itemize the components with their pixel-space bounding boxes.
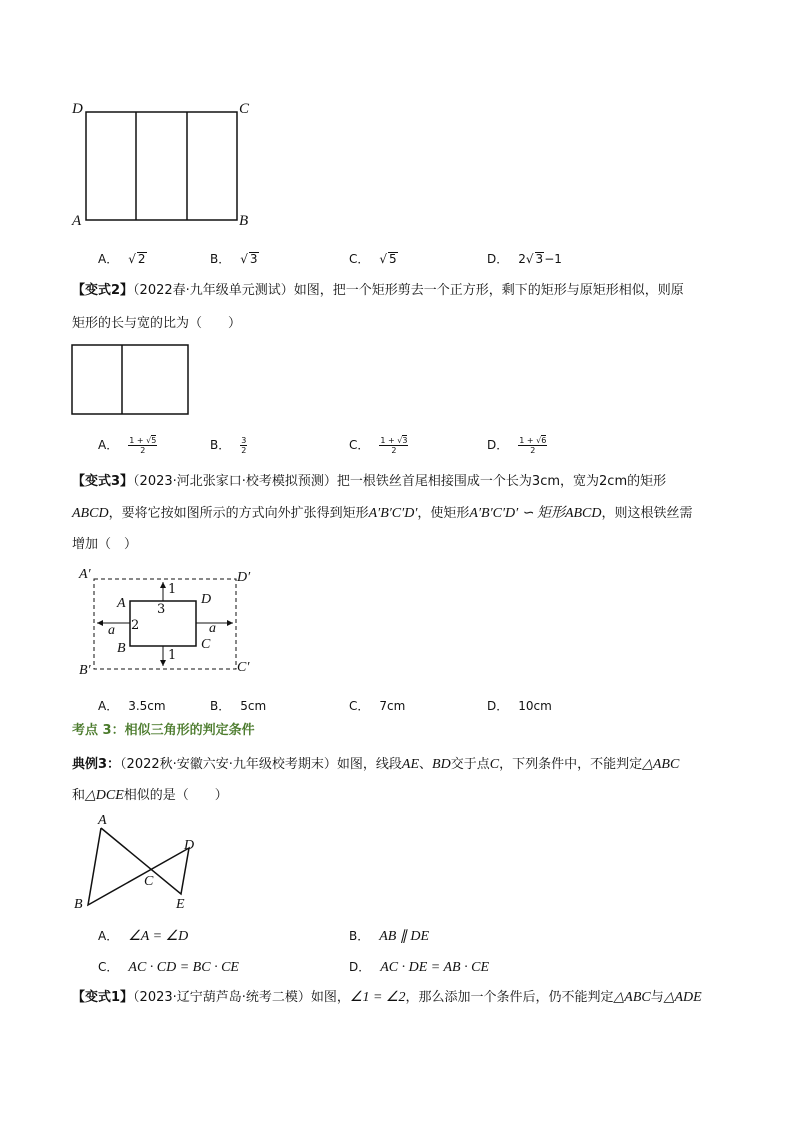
triangle-outline bbox=[88, 828, 189, 905]
question-source: （2023·河北张家口·校考模拟预测） bbox=[133, 474, 337, 489]
fig3-label-bottom-1: 1 bbox=[168, 648, 177, 663]
fig1-label-a: A bbox=[72, 213, 82, 229]
question-source: （2022春·九年级单元测试） bbox=[133, 283, 294, 298]
radicand: 3 bbox=[249, 252, 258, 266]
option-text: 10cm bbox=[518, 699, 552, 713]
math: ∠1 = ∠2 bbox=[349, 990, 406, 1005]
math: △ABC bbox=[642, 757, 680, 772]
ex3-line-2 bbox=[72, 781, 732, 811]
q3-option-a[interactable] bbox=[98, 697, 166, 714]
q1-option-a[interactable]: A． √ 2 bbox=[98, 252, 146, 266]
q3-option-c[interactable] bbox=[349, 697, 405, 714]
option-key: A． bbox=[98, 438, 119, 452]
q2-option-d[interactable] bbox=[487, 436, 547, 455]
option-key: B． bbox=[210, 438, 231, 452]
tail: −1 bbox=[544, 252, 562, 266]
text: 和 bbox=[72, 788, 86, 803]
fig4-label-c: C bbox=[144, 874, 154, 889]
math: A′B′C′D′ ∽ 矩形 bbox=[469, 506, 565, 521]
figure-crossing-triangles bbox=[70, 812, 220, 917]
text: ，则这根铁丝需 bbox=[601, 506, 693, 521]
fig3-label-a-left: a bbox=[108, 623, 115, 638]
fig3-label-b: B bbox=[117, 641, 126, 656]
option-key: B． bbox=[210, 699, 231, 713]
option-key: A． bbox=[98, 699, 119, 713]
math: C bbox=[489, 757, 500, 772]
fig3-label-a-right: a bbox=[209, 621, 216, 636]
q1-option-b[interactable]: B． √ 3 bbox=[210, 252, 258, 266]
denominator: 2 bbox=[241, 446, 247, 455]
fraction: $\frac{1 + √3}{2}$ bbox=[380, 436, 408, 455]
denominator: 2 bbox=[530, 446, 536, 455]
text: ，使矩形 bbox=[417, 506, 470, 521]
math: ABCD bbox=[564, 506, 602, 521]
option-key: A． bbox=[98, 252, 119, 266]
fig1-label-b: B bbox=[239, 213, 249, 229]
text: 交于点 bbox=[450, 757, 490, 772]
q3-line-1 bbox=[72, 467, 732, 497]
numerator: 3 bbox=[241, 436, 247, 445]
question-source: （2023·辽宁葫芦岛·统考二模） bbox=[133, 990, 311, 1005]
fig3-label-b-prime: B′ bbox=[79, 663, 91, 678]
option-text: AB ∥ DE bbox=[379, 929, 429, 944]
ex3-option-c[interactable] bbox=[98, 958, 239, 976]
fraction: $\frac{1 + √5}{2}$ bbox=[129, 436, 157, 455]
fig3-label-d-prime: D′ bbox=[237, 570, 251, 585]
fig1-label-c: C bbox=[239, 101, 250, 117]
outer-rectangle bbox=[86, 112, 237, 220]
option-key: D． bbox=[349, 960, 371, 974]
math: BD bbox=[432, 757, 451, 772]
fig3-label-a-prime: A′ bbox=[79, 567, 91, 582]
fig3-label-3: 3 bbox=[157, 602, 166, 617]
q1-option-d[interactable]: D． 2√ 3−1 bbox=[487, 252, 562, 266]
math: △DCE bbox=[85, 788, 124, 803]
outer-rectangle bbox=[72, 345, 188, 414]
question-text: 如图，把一个矩形剪去一个正方形，剩下的矩形与原矩形相似，则原 bbox=[293, 283, 684, 298]
fig3-label-c-prime: C′ bbox=[237, 660, 250, 675]
figure-rectangle-three-parts bbox=[70, 100, 260, 230]
fraction: $\frac{1 + √6}{2}$ bbox=[519, 436, 547, 455]
option-key: B． bbox=[349, 929, 370, 943]
option-text: ∠A = ∠D bbox=[128, 929, 189, 944]
question-tag: 【变式1】 bbox=[72, 990, 134, 1005]
q3-option-b[interactable] bbox=[210, 697, 266, 714]
fig3-label-2: 2 bbox=[131, 618, 140, 633]
text: 如图， bbox=[310, 990, 350, 1005]
text: 与 bbox=[650, 990, 664, 1005]
fig3-label-c: C bbox=[201, 637, 211, 652]
math: AE bbox=[401, 757, 420, 772]
text: ，要将它按如图所示的方式向外扩张得到矩形 bbox=[108, 506, 369, 521]
ex3-option-b[interactable] bbox=[349, 927, 429, 945]
option-key: C． bbox=[98, 960, 119, 974]
option-text: 3.5cm bbox=[128, 699, 166, 713]
fig3-label-d: D bbox=[201, 592, 212, 607]
math: △ADE bbox=[663, 990, 702, 1005]
fig4-label-d: D bbox=[184, 838, 195, 853]
text: 把一根铁丝首尾相接围成一个长为 bbox=[336, 474, 532, 489]
text: （2022秋·安徽六安·九年级校考期末）如图，线段 bbox=[120, 757, 402, 772]
question-tag: 【变式3】 bbox=[72, 474, 134, 489]
radicand: 3 bbox=[535, 252, 544, 266]
q2-line-2: 矩形的长与宽的比为（ ） bbox=[72, 316, 242, 331]
denominator: 2 bbox=[140, 446, 146, 455]
numerator-prefix: 1 + bbox=[519, 436, 537, 445]
option-key: C． bbox=[349, 699, 370, 713]
q3-line-3: 增加（ ） bbox=[72, 537, 138, 552]
text: ，那么添加一个条件后，仍不能判定 bbox=[405, 990, 614, 1005]
ex3-option-a[interactable] bbox=[98, 927, 188, 945]
numerator-radicand: 5 bbox=[151, 436, 157, 445]
text: ，下列条件中，不能判定 bbox=[499, 757, 643, 772]
q4-line-1 bbox=[72, 983, 732, 1013]
numerator-prefix: 1 + bbox=[380, 436, 398, 445]
q2-option-a[interactable] bbox=[98, 436, 157, 455]
numerator-radicand: 3 bbox=[402, 436, 408, 445]
text: 、 bbox=[419, 757, 433, 772]
option-text: 7cm bbox=[379, 699, 406, 713]
ex3-option-d[interactable] bbox=[349, 958, 489, 976]
option-text: 5cm bbox=[240, 699, 267, 713]
ex3-line-1 bbox=[72, 750, 732, 780]
numerator-prefix: 1 + bbox=[129, 436, 147, 445]
math: A′B′C′D′ bbox=[368, 506, 418, 521]
option-key: D． bbox=[487, 699, 509, 713]
fig3-label-top-1: 1 bbox=[168, 582, 177, 597]
option-key: D． bbox=[487, 252, 509, 266]
text: ，宽为 bbox=[560, 474, 600, 489]
numerator-radicand: 6 bbox=[541, 436, 547, 445]
math: ABCD bbox=[72, 506, 109, 521]
fig4-label-a: A bbox=[98, 813, 107, 828]
length-value: 3cm bbox=[531, 474, 561, 489]
fraction bbox=[240, 436, 247, 455]
option-key: B． bbox=[210, 252, 231, 266]
q2-option-c[interactable] bbox=[349, 436, 408, 455]
math: △ABC bbox=[613, 990, 651, 1005]
q2-option-b[interactable] bbox=[210, 436, 247, 455]
figure-rectangle-square-cut bbox=[70, 343, 192, 418]
q2-line-1 bbox=[72, 276, 732, 306]
denominator: 2 bbox=[391, 446, 397, 455]
radicand: 2 bbox=[137, 252, 146, 266]
radicand: 5 bbox=[389, 252, 397, 266]
width-value: 2cm bbox=[599, 474, 628, 489]
option-key: C． bbox=[349, 252, 370, 266]
q1-option-c[interactable]: C． √ 5 bbox=[349, 252, 397, 266]
fig1-label-d: D bbox=[72, 101, 83, 117]
coefficient: 2 bbox=[518, 252, 526, 266]
section-heading: 考点 3：相似三角形的判定条件 bbox=[72, 723, 255, 738]
fig3-label-a: A bbox=[117, 596, 126, 611]
fig4-label-e: E bbox=[176, 897, 185, 912]
option-key: D． bbox=[487, 438, 509, 452]
option-key: C． bbox=[349, 438, 370, 452]
question-tag: 【变式2】 bbox=[72, 283, 134, 298]
option-key: A． bbox=[98, 929, 119, 943]
q3-option-d[interactable] bbox=[487, 697, 552, 714]
option-text: AC · DE = AB · CE bbox=[380, 960, 489, 975]
text: 相似的是（ ） bbox=[123, 788, 228, 803]
text: 的矩形 bbox=[627, 474, 667, 489]
option-text: AC · CD = BC · CE bbox=[128, 960, 239, 975]
question-tag: 典例3： bbox=[72, 757, 121, 772]
fig4-label-b: B bbox=[74, 897, 83, 912]
q3-line-2 bbox=[72, 499, 732, 529]
